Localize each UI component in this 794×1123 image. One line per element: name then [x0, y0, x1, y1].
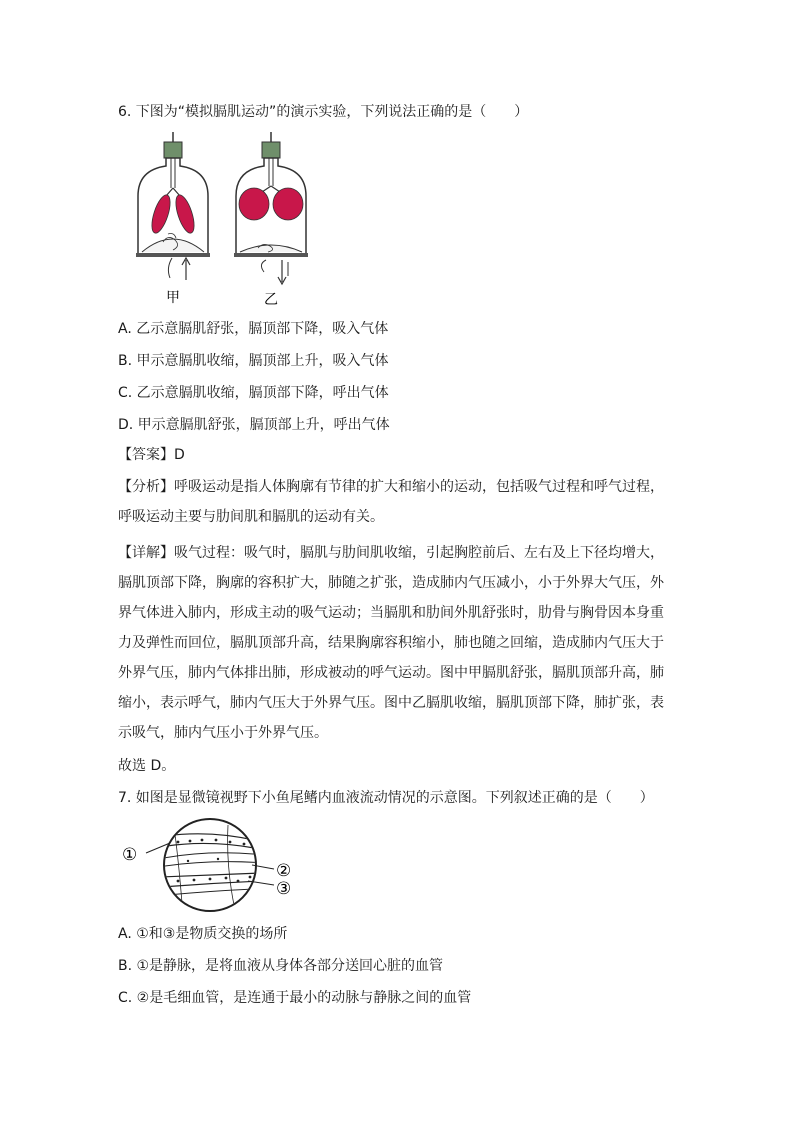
q6-option-b: B. 甲示意膈肌收缩，膈顶部上升，吸入气体: [118, 353, 389, 369]
label-3: ③: [276, 879, 292, 899]
q6-analysis-line-2: 呼吸运动主要与肋间肌和膈肌的运动有关。: [118, 509, 384, 525]
q6-option-c: C. 乙示意膈肌收缩，膈顶部下降，呼出气体: [118, 385, 389, 401]
q7-stem: 7. 如图是显微镜视野下小鱼尾鳍内血液流动情况的示意图。下列叙述正确的是（ ）: [118, 790, 654, 806]
q7-option-a: A. ①和③是物质交换的场所: [118, 926, 288, 942]
label-2: ②: [276, 861, 292, 881]
q7-option-c: C. ②是毛细血管，是连通于最小的动脉与静脉之间的血管: [118, 990, 472, 1006]
q6-detail-line-4: 力及弹性而回位，膈肌顶部升高，结果胸廓容积缩小，肺也随之回缩，造成肺内气压大于: [118, 635, 664, 651]
label-yi: 乙: [264, 292, 278, 308]
blood-flow-figure: [118, 815, 308, 915]
q6-detail-line-1: 【详解】吸气过程：吸气时，膈肌与肋间肌收缩，引起胸腔前后、左右及上下径均增大，: [118, 545, 664, 561]
bottle-yi: [234, 132, 308, 284]
q6-detail-line-7: 示吸气，肺内气压小于外界气压。: [118, 725, 328, 741]
q6-detail-line-2: 膈肌顶部下降，胸廓的容积扩大，肺随之扩张，造成肺内气压减小，小于外界大气压，外: [118, 575, 664, 591]
label-jia: 甲: [166, 290, 180, 306]
q6-detail-line-6: 缩小，表示呼气，肺内气压大于外界气压。图中乙膈肌收缩，膈肌顶部下降，肺扩张，表: [118, 695, 664, 711]
q6-detail-line-5: 外界气压，肺内气体排出肺，形成被动的呼气运动。图中甲膈肌舒张，膈肌顶部升高，肺: [118, 665, 664, 681]
q6-conclusion: 故选 D。: [118, 758, 176, 774]
q6-analysis-line-1: 【分析】呼吸运动是指人体胸廓有节律的扩大和缩小的运动，包括吸气过程和呼气过程，: [118, 479, 664, 495]
q7-option-b: B. ①是静脉，是将血液从身体各部分送回心脏的血管: [118, 958, 444, 974]
q6-answer: 【答案】D: [118, 447, 185, 463]
q6-stem: 6. 下图为“模拟膈肌运动”的演示实验，下列说法正确的是（ ）: [118, 104, 529, 120]
q6-option-d: D. 甲示意膈肌舒张，膈顶部上升，呼出气体: [118, 417, 390, 433]
q6-detail-line-3: 界气体进入肺内，形成主动的吸气运动；当膈肌和肋间外肌舒张时，肋骨与胸骨因本身重: [118, 605, 664, 621]
bottle-jia: [136, 132, 210, 280]
diaphragm-model-figure: [128, 130, 308, 310]
q6-option-a: A. 乙示意膈肌舒张，膈顶部下降，吸入气体: [118, 321, 389, 337]
label-1: ①: [122, 845, 138, 865]
